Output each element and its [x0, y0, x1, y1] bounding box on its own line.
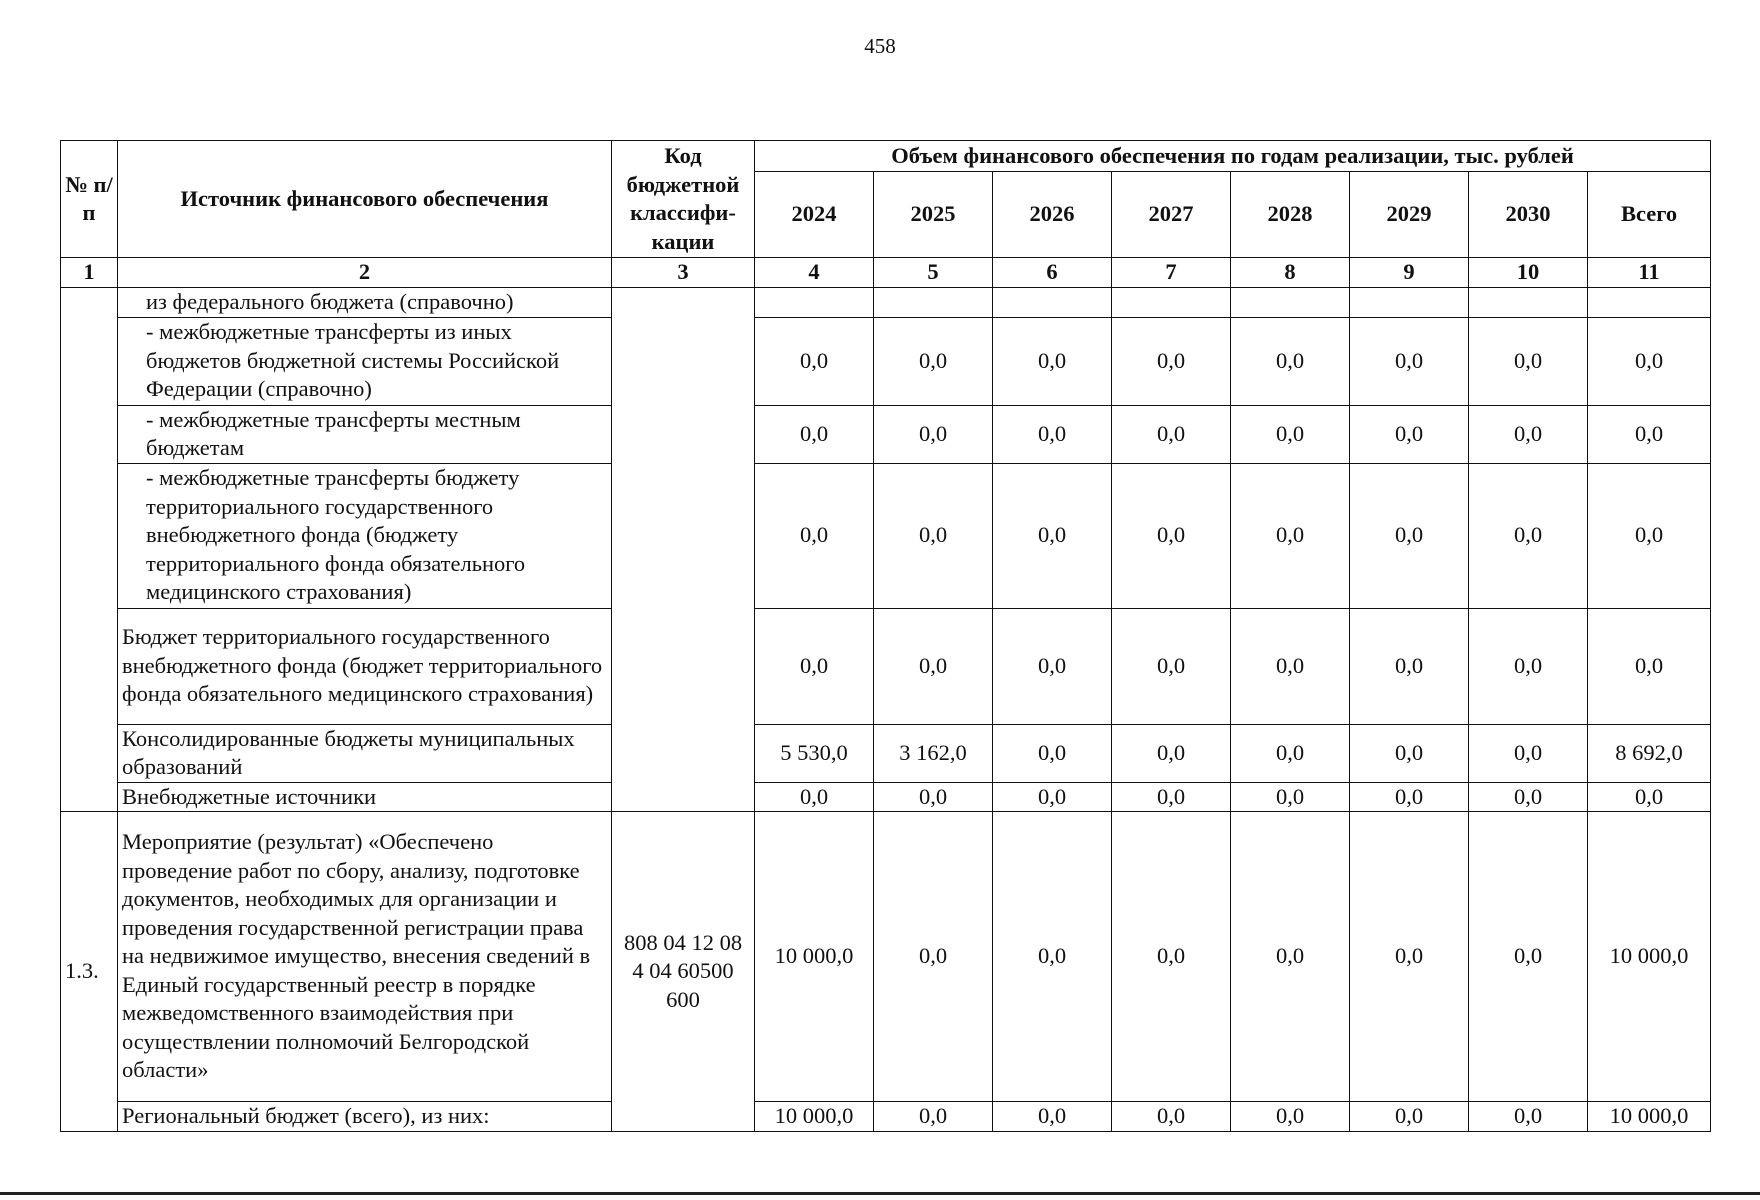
value-cell: 0,0 — [1350, 724, 1469, 782]
value-cell: 10 000,0 — [755, 812, 874, 1102]
value-cell: 10 000,0 — [755, 1102, 874, 1132]
value-cell: 0,0 — [1469, 405, 1588, 463]
value-cell — [874, 288, 993, 318]
column-number: 6 — [993, 258, 1112, 288]
value-cell: 0,0 — [1350, 405, 1469, 463]
value-cell: 0,0 — [874, 608, 993, 724]
header-year: 2030 — [1469, 172, 1588, 258]
table-row — [61, 1102, 1711, 1132]
value-cell: 0,0 — [874, 405, 993, 463]
table-row — [61, 608, 1711, 724]
header-code: Код бюджетной классифи-кации — [612, 141, 755, 258]
column-number: 8 — [1231, 258, 1350, 288]
value-cell: 0,0 — [1350, 782, 1469, 812]
value-cell: 0,0 — [1588, 405, 1711, 463]
value-cell: 0,0 — [1231, 1102, 1350, 1132]
value-cell: 0,0 — [1231, 812, 1350, 1102]
value-cell: 0,0 — [874, 463, 993, 608]
source-cell: Бюджет территориального государственного внебюджетного фонда (бюджет территориального фонда обязательного медицинского страхования) — [118, 608, 612, 724]
value-cell: 0,0 — [1588, 782, 1711, 812]
value-cell: 0,0 — [993, 812, 1112, 1102]
code-cell: 808 04 12 08 4 04 60500 600 — [612, 812, 755, 1132]
page-number: 458 — [864, 34, 896, 58]
code-cell — [612, 288, 755, 812]
row-number — [61, 288, 118, 812]
source-cell: Внебюджетные источники — [118, 782, 612, 812]
value-cell: 0,0 — [1469, 463, 1588, 608]
value-cell: 0,0 — [1350, 317, 1469, 405]
column-number: 1 — [61, 258, 118, 288]
value-cell — [1588, 288, 1711, 318]
value-cell: 0,0 — [1469, 317, 1588, 405]
value-cell: 0,0 — [1469, 782, 1588, 812]
value-cell: 0,0 — [1231, 608, 1350, 724]
column-number: 7 — [1112, 258, 1231, 288]
value-cell: 0,0 — [993, 463, 1112, 608]
value-cell: 0,0 — [874, 1102, 993, 1132]
value-cell: 0,0 — [755, 608, 874, 724]
header-no: № п/п — [61, 141, 118, 258]
value-cell: 0,0 — [1588, 608, 1711, 724]
column-number: 2 — [118, 258, 612, 288]
value-cell: 0,0 — [1112, 405, 1231, 463]
value-cell: 0,0 — [874, 812, 993, 1102]
source-cell: - межбюджетные трансферты бюджету территориального государственного внебюджетного фонда (бюджету территориального фонда обязательного медицинского страхования) — [118, 463, 612, 608]
value-cell: 0,0 — [1112, 724, 1231, 782]
table-row — [61, 463, 1711, 608]
header-year: 2024 — [755, 172, 874, 258]
value-cell: 10 000,0 — [1588, 1102, 1711, 1132]
value-cell: 0,0 — [993, 405, 1112, 463]
header-total: Всего — [1588, 172, 1711, 258]
value-cell: 0,0 — [1350, 812, 1469, 1102]
column-number: 10 — [1469, 258, 1588, 288]
value-cell: 0,0 — [1469, 1102, 1588, 1132]
value-cell — [1350, 288, 1469, 318]
table-row — [61, 812, 1711, 1102]
source-cell: из федерального бюджета (справочно) — [118, 288, 612, 318]
value-cell: 0,0 — [1231, 782, 1350, 812]
header-year: 2025 — [874, 172, 993, 258]
source-cell: Консолидированные бюджеты муниципальных образований — [118, 724, 612, 782]
value-cell: 0,0 — [1350, 608, 1469, 724]
source-cell: Мероприятие (результат) «Обеспечено проведение работ по сбору, анализу, подготовке документов, необходимых для организации и проведения государственной регистрации права на недвижимое имущество, внесения сведений в Единый государственный реестр в порядке межведомственного взаимодействия при осуществлении полномочий Белгородской области» — [118, 812, 612, 1102]
row-number: 1.3. — [61, 812, 118, 1132]
header-year: 2029 — [1350, 172, 1469, 258]
value-cell: 0,0 — [1588, 463, 1711, 608]
value-cell: 0,0 — [1112, 782, 1231, 812]
header-year: 2027 — [1112, 172, 1231, 258]
value-cell: 0,0 — [1231, 405, 1350, 463]
header-year: 2028 — [1231, 172, 1350, 258]
value-cell: 0,0 — [874, 317, 993, 405]
value-cell: 0,0 — [993, 1102, 1112, 1132]
value-cell: 0,0 — [1350, 463, 1469, 608]
value-cell: 5 530,0 — [755, 724, 874, 782]
value-cell: 0,0 — [1231, 463, 1350, 608]
column-number: 3 — [612, 258, 755, 288]
table-row — [61, 405, 1711, 463]
value-cell: 0,0 — [1469, 608, 1588, 724]
table-row — [61, 288, 1711, 318]
value-cell: 0,0 — [1231, 724, 1350, 782]
value-cell: 0,0 — [874, 782, 993, 812]
column-number: 4 — [755, 258, 874, 288]
value-cell: 0,0 — [1231, 317, 1350, 405]
value-cell — [1112, 288, 1231, 318]
value-cell: 0,0 — [993, 317, 1112, 405]
header-year: 2026 — [993, 172, 1112, 258]
table-row — [61, 317, 1711, 405]
header-volume: Объем финансового обеспечения по годам реализации, тыс. рублей — [755, 141, 1711, 172]
value-cell: 0,0 — [1112, 317, 1231, 405]
column-number: 11 — [1588, 258, 1711, 288]
value-cell: 0,0 — [1112, 608, 1231, 724]
table-row — [61, 782, 1711, 812]
value-cell: 0,0 — [1469, 812, 1588, 1102]
value-cell: 0,0 — [755, 463, 874, 608]
value-cell: 3 162,0 — [874, 724, 993, 782]
source-cell: Региональный бюджет (всего), из них: — [118, 1102, 612, 1132]
financing-table — [60, 140, 1711, 1132]
value-cell: 0,0 — [1469, 724, 1588, 782]
header-source: Источник финансового обеспечения — [118, 141, 612, 258]
column-number: 9 — [1350, 258, 1469, 288]
value-cell — [1231, 288, 1350, 318]
value-cell: 0,0 — [755, 782, 874, 812]
value-cell: 0,0 — [1112, 1102, 1231, 1132]
value-cell: 0,0 — [1112, 463, 1231, 608]
value-cell: 0,0 — [1588, 317, 1711, 405]
value-cell: 8 692,0 — [1588, 724, 1711, 782]
value-cell: 0,0 — [993, 782, 1112, 812]
source-cell: - межбюджетные трансферты из иных бюджетов бюджетной системы Российской Федерации (справочно) — [118, 317, 612, 405]
value-cell — [1469, 288, 1588, 318]
column-number: 5 — [874, 258, 993, 288]
value-cell: 0,0 — [993, 608, 1112, 724]
value-cell — [993, 288, 1112, 318]
value-cell: 0,0 — [1350, 1102, 1469, 1132]
value-cell: 10 000,0 — [1588, 812, 1711, 1102]
table-row — [61, 724, 1711, 782]
source-cell: - межбюджетные трансферты местным бюджетам — [118, 405, 612, 463]
value-cell: 0,0 — [1112, 812, 1231, 1102]
value-cell: 0,0 — [755, 317, 874, 405]
bottom-rule — [0, 1192, 1760, 1195]
value-cell: 0,0 — [755, 405, 874, 463]
value-cell — [755, 288, 874, 318]
value-cell: 0,0 — [993, 724, 1112, 782]
